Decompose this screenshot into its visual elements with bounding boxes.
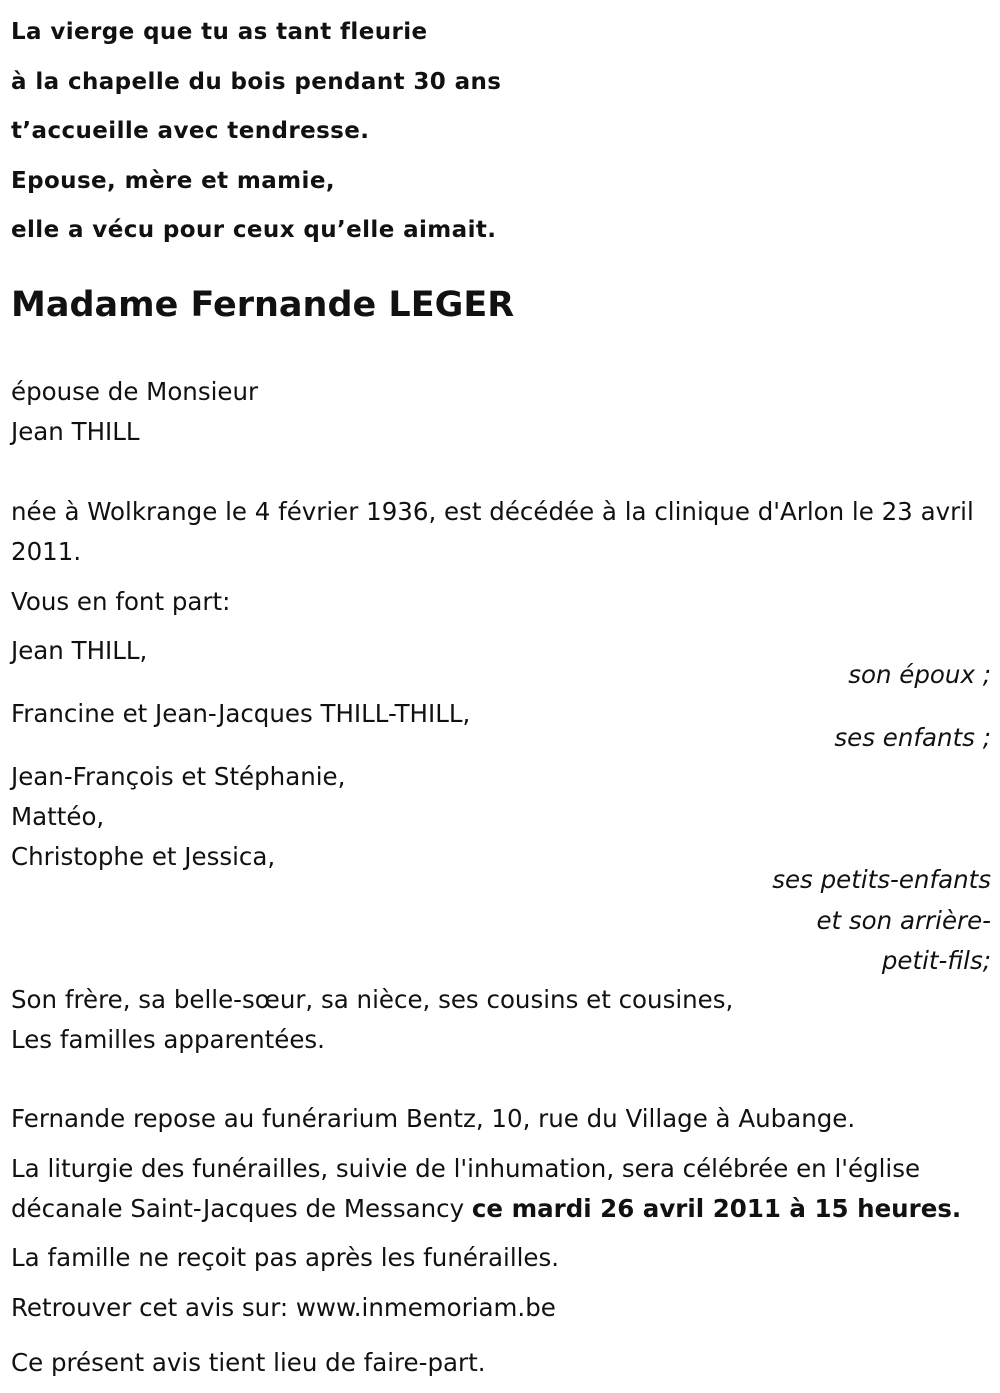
- repose-text: Fernande repose au funérarium Bentz, 10, rue du Village à Aubange.: [11, 1104, 856, 1133]
- liturgy-text: [11, 1149, 991, 1229]
- poem-line: elle a vécu pour ceux qu’elle aimait.: [11, 217, 497, 243]
- mourner-name: Francine et Jean-Jacques THILL-THILL,: [11, 699, 471, 728]
- mourner-name: Christophe et Jessica,: [11, 842, 276, 871]
- mourner-name: Jean THILL,: [11, 636, 148, 665]
- poem-line: La vierge que tu as tant fleurie: [11, 19, 428, 45]
- liturgy-description: La liturgie des funérailles, suivie de l'inhumation, sera célébrée en l'église décanale Saint-Jacques de Messancy: [11, 1154, 921, 1223]
- deceased-name: Madame Fernande LEGER: [11, 285, 515, 325]
- notice-text: Ce présent avis tient lieu de faire-part.: [11, 1348, 486, 1377]
- poem-line: à la chapelle du bois pendant 30 ans: [11, 68, 502, 95]
- mourner-name: Jean-François et Stéphanie,: [11, 762, 346, 791]
- poem-line: Epouse, mère et mamie,: [11, 167, 335, 194]
- relation-label: ses petits-enfants: [772, 865, 991, 894]
- other-mourners: Son frère, sa belle-sœur, sa nièce, ses cousins et cousines,: [11, 985, 734, 1014]
- spouse-line-2: Jean THILL: [11, 417, 140, 446]
- website-text: Retrouver cet avis sur: www.inmemoriam.be: [11, 1293, 556, 1322]
- relation-label: son époux ;: [848, 660, 991, 689]
- relation-label: et son arrière-: [816, 906, 991, 935]
- intro-text: Vous en font part:: [11, 587, 231, 616]
- birth-death-text: née à Wolkrange le 4 février 1936, est décédée à la clinique d'Arlon le 23 avril 2011.: [11, 497, 974, 566]
- relation-label: petit-fils;: [881, 946, 991, 975]
- spouse-line-1: épouse de Monsieur: [11, 377, 259, 406]
- relation-label: ses enfants ;: [834, 723, 991, 752]
- other-mourners: Les familles apparentées.: [11, 1025, 325, 1054]
- poem-line: t’accueille avec tendresse.: [11, 118, 370, 144]
- reception-text: La famille ne reçoit pas après les funérailles.: [11, 1243, 560, 1272]
- poem: [11, 8, 501, 256]
- mourner-name: Mattéo,: [11, 802, 105, 831]
- liturgy-date: ce mardi 26 avril 2011 à 15 heures.: [471, 1194, 962, 1223]
